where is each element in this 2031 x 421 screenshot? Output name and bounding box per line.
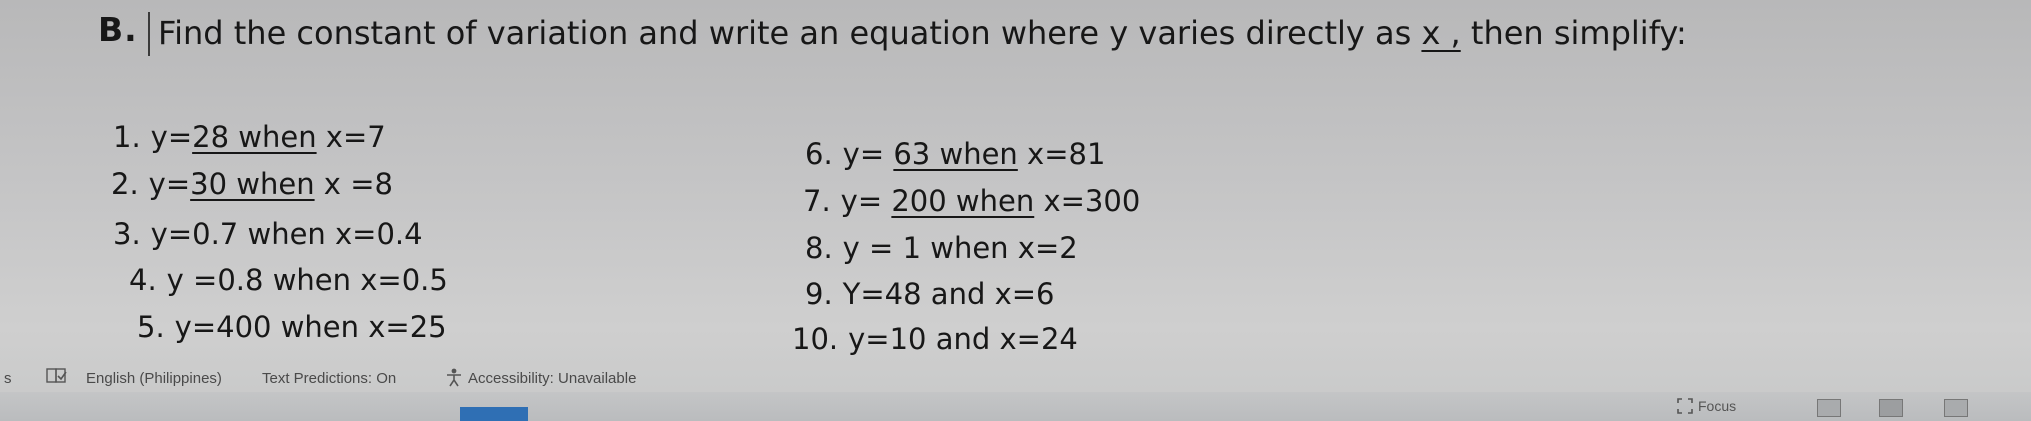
problem-item [111,167,393,201]
problem-number: 7. [803,184,831,218]
section-label: B. [98,10,138,49]
instruction-part-2: then simplify: [1460,14,1687,52]
problem-underlined: 28 when [192,120,317,154]
problem-item [805,231,1078,265]
problem-item [803,184,1140,218]
problem-text: y = 1 when x=2 [842,231,1078,265]
problem-text: Y=48 and x=6 [842,277,1055,311]
problem-item [113,120,386,154]
problem-item [113,217,423,251]
print-layout-icon[interactable] [1879,399,1903,417]
text-predictions-status[interactable]: Text Predictions: On [262,370,397,387]
problem-underlined: 63 when [893,137,1018,171]
problem-text: x=81 [1017,137,1106,171]
accessibility-status[interactable]: Accessibility: Unavailable [468,370,637,387]
problem-item [792,322,1078,356]
ruler-indicator [460,407,528,421]
problem-number: 1. [113,120,141,154]
problem-text: y=400 when x=25 [174,310,447,344]
problem-underlined: 30 when [190,167,315,201]
problem-underlined: 200 when [891,184,1035,218]
problem-text: x=300 [1034,184,1141,218]
problem-item [129,263,448,297]
problem-text: y=10 and x=24 [848,322,1078,356]
problem-number: 4. [129,263,157,297]
problem-item [805,137,1105,171]
problem-item [805,277,1055,311]
language-indicator[interactable]: English (Philippines) [86,370,222,387]
instruction-underlined-x: x , [1421,14,1461,52]
problem-number: 3. [113,217,141,251]
text-cursor [148,12,150,56]
problem-text: x =8 [314,167,393,201]
problem-text: x=7 [316,120,386,154]
status-bar [0,366,2031,392]
book-check-icon[interactable] [46,367,68,389]
read-mode-icon[interactable] [1817,399,1841,417]
instruction-part-1: Find the constant of variation and write an equation where y varies directly as [158,14,1422,52]
status-fragment: s [4,370,12,387]
problem-text: y= [840,184,892,218]
instruction-text [158,14,1687,52]
focus-button[interactable]: Focus [1698,398,1737,414]
problem-number: 5. [137,310,165,344]
problem-number: 2. [111,167,139,201]
problem-text: y =0.8 when x=0.5 [166,263,448,297]
problem-text: y= [842,137,894,171]
focus-icon[interactable] [1676,397,1694,419]
problem-number: 8. [805,231,833,265]
problem-text: y= [150,120,193,154]
problem-number: 6. [805,137,833,171]
problem-item [137,310,447,344]
accessibility-person-icon[interactable] [444,367,464,391]
web-layout-icon[interactable] [1944,399,1968,417]
problem-text: y=0.7 when x=0.4 [150,217,423,251]
problem-text: y= [148,167,191,201]
problem-number: 9. [805,277,833,311]
problem-number: 10. [792,322,839,356]
